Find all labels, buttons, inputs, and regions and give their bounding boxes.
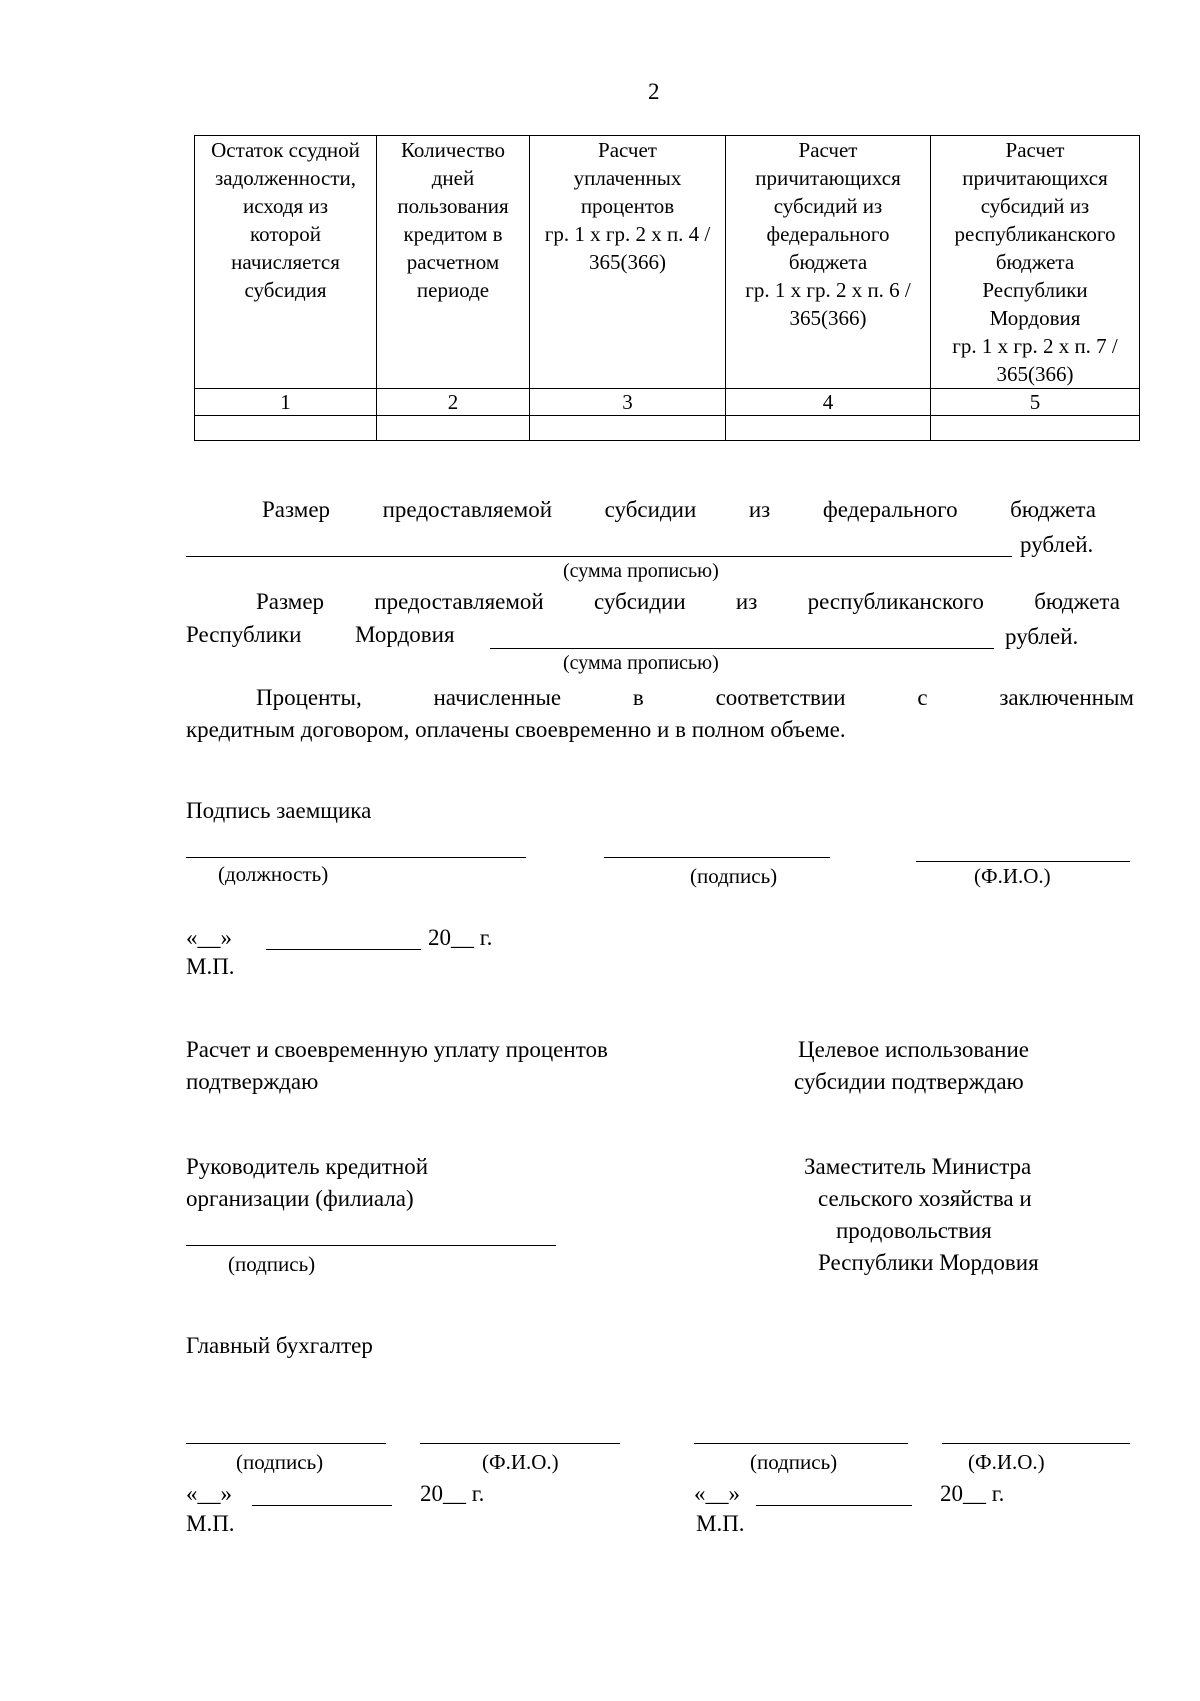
official-title-line4: Республики Мордовия (818, 1250, 1039, 1275)
table-data-cell[interactable] (726, 416, 931, 441)
right-confirm-line2: субсидии подтверждаю (794, 1069, 1024, 1094)
accountant-name-label: (Ф.И.О.) (482, 1450, 559, 1474)
republican-amount-field[interactable] (490, 648, 994, 649)
republican-amount-caption: (сумма прописью) (563, 652, 719, 674)
official-date-year: 20__ г. (940, 1481, 1005, 1506)
accountant-date-year: 20__ г. (420, 1481, 485, 1506)
borrower-signature-title: Подпись заемщика (186, 798, 372, 823)
word: бюджета (1010, 497, 1096, 522)
republican-subsidy-line (256, 588, 1120, 616)
word: федерального (822, 497, 958, 522)
bank-head-signature-field[interactable] (186, 1245, 556, 1246)
accountant-date-open: «__» (186, 1481, 232, 1506)
word: начисленные (433, 685, 562, 710)
word: в (632, 685, 644, 710)
accountant-date-field[interactable] (252, 1505, 392, 1506)
table-column-numbers-row (195, 389, 1140, 416)
official-title-line2: сельского хозяйства и (818, 1186, 1032, 1211)
table-data-cell[interactable] (195, 416, 377, 441)
table-header-cell: Количество дней пользования кредитом в расчетном периоде (377, 136, 530, 389)
table-data-row (195, 416, 1140, 441)
borrower-date-open: «__» (186, 925, 232, 950)
word: из (735, 589, 758, 614)
official-signature-label: (подпись) (750, 1450, 838, 1474)
borrower-date-year: 20__ г. (428, 925, 493, 950)
page-number: 2 (648, 79, 660, 104)
word: из (748, 497, 771, 522)
borrower-position-field[interactable] (186, 857, 526, 858)
left-confirm-line1: Расчет и своевременную уплату процентов (186, 1037, 608, 1062)
federal-amount-field[interactable] (186, 556, 1012, 557)
official-date-open: «__» (694, 1481, 740, 1506)
column-number-cell: 5 (931, 389, 1140, 416)
official-title-line1: Заместитель Министра (804, 1154, 1032, 1179)
calculation-table (194, 135, 1140, 441)
official-name-field[interactable] (942, 1443, 1130, 1444)
word: Размер (256, 589, 325, 614)
word: заключенным (999, 685, 1134, 710)
accountant-signature-label: (подпись) (236, 1450, 324, 1474)
borrower-name-field[interactable] (916, 861, 1130, 862)
republican-rubles-label: рублей. (1005, 624, 1079, 649)
word: предоставляемой (382, 497, 553, 522)
bank-head-line1: Руководитель кредитной (186, 1154, 429, 1179)
word: Проценты, (256, 685, 362, 710)
word: республиканского (807, 589, 984, 614)
table-header-row (195, 136, 1140, 389)
official-title-line3: продовольствия (836, 1218, 992, 1243)
table-header-cell: Расчет причитающихся субсидий из федерального бюджета гр. 1 х гр. 2 х п. 6 / 365(366) (726, 136, 931, 389)
column-number-cell: 3 (530, 389, 726, 416)
table-header-cell: Расчет причитающихся субсидий из республиканского бюджета Республики Мордовия гр. 1 х гр. 2 х п. 7 / 365(366) (931, 136, 1140, 389)
left-confirm-line2: подтверждаю (186, 1069, 319, 1094)
official-date-field[interactable] (756, 1505, 912, 1506)
interest-line2: кредитным договором, оплачены своевременно и в полном объеме. (186, 717, 846, 742)
bank-head-line2: организации (филиала) (186, 1186, 414, 1211)
word: с (917, 685, 928, 710)
column-number-cell: 2 (377, 389, 530, 416)
accountant-name-field[interactable] (420, 1443, 620, 1444)
table-header-cell: Остаток ссудной задолженности, исходя из которой начисляется субсидия (195, 136, 377, 389)
table-data-cell[interactable] (377, 416, 530, 441)
accountant-stamp: М.П. (186, 1511, 235, 1536)
federal-subsidy-line (262, 496, 1096, 524)
borrower-position-label: (должность) (218, 862, 329, 886)
federal-rubles-label: рублей. (1020, 532, 1094, 557)
column-number-cell: 4 (726, 389, 931, 416)
word: соответствии (715, 685, 846, 710)
word: предоставляемой (374, 589, 544, 614)
chief-accountant-title: Главный бухгалтер (186, 1333, 373, 1358)
republican-line2-word: Республики (186, 622, 302, 647)
borrower-name-label: (Ф.И.О.) (974, 864, 1051, 888)
word: Размер (262, 497, 331, 522)
borrower-signature-field[interactable] (604, 857, 830, 858)
official-name-label: (Ф.И.О.) (968, 1450, 1045, 1474)
republican-line2-word: Мордовия (355, 622, 455, 647)
bank-head-signature-label: (подпись) (228, 1252, 316, 1276)
word: субсидии (594, 589, 686, 614)
borrower-signature-label: (подпись) (690, 864, 778, 888)
interest-line1 (256, 684, 1134, 712)
word: субсидии (604, 497, 697, 522)
column-number-cell: 1 (195, 389, 377, 416)
official-signature-field[interactable] (694, 1443, 908, 1444)
borrower-stamp: М.П. (186, 954, 235, 979)
table-data-cell[interactable] (931, 416, 1140, 441)
borrower-date-field[interactable] (266, 949, 421, 950)
table-header-cell: Расчет уплаченных процентов гр. 1 х гр. 2 х п. 4 / 365(366) (530, 136, 726, 389)
right-confirm-line1: Целевое использование (798, 1037, 1029, 1062)
word: бюджета (1034, 589, 1120, 614)
table-data-cell[interactable] (530, 416, 726, 441)
accountant-signature-field[interactable] (186, 1443, 386, 1444)
official-stamp: М.П. (696, 1511, 745, 1536)
federal-amount-caption: (сумма прописью) (563, 560, 719, 582)
